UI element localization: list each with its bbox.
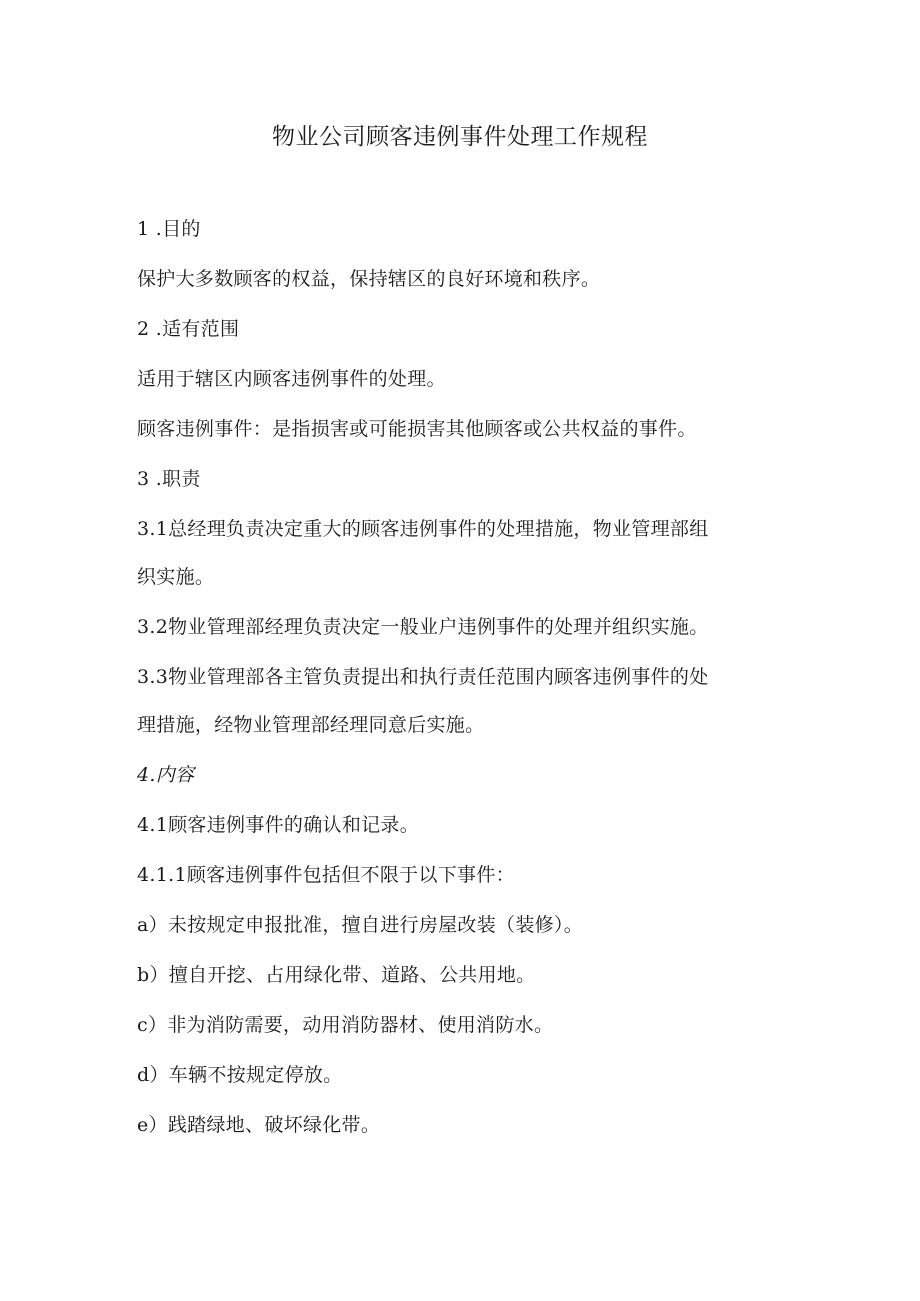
clause-3-1-continued: 织实施。 bbox=[137, 566, 215, 588]
paragraph-scope: 适用于辖区内顾客违例事件的处理。 bbox=[137, 368, 446, 390]
section-heading-responsibilities: 3 .职责 bbox=[137, 468, 201, 490]
paragraph-purpose: 保护大多数顾客的权益，保持辖区的良好环境和秩序。 bbox=[137, 268, 601, 290]
section-heading-purpose: 1 .目的 bbox=[137, 218, 201, 240]
clause-3-3: 3.3物业管理部各主管负责提出和执行责任范围内顾客违例事件的处 bbox=[137, 666, 709, 688]
paragraph-definition: 顾客违例事件：是指损害或可能损害其他顾客或公共权益的事件。 bbox=[137, 418, 697, 440]
clause-4-1-1: 4.1.1顾客违例事件包括但不限于以下事件： bbox=[137, 864, 515, 886]
list-item-e: e）践踏绿地、破坏绿化带。 bbox=[137, 1114, 381, 1136]
clause-3-1: 3.1总经理负责决定重大的顾客违例事件的处理措施，物业管理部组 bbox=[137, 518, 709, 540]
list-item-d: d）车辆不按规定停放。 bbox=[137, 1064, 343, 1086]
section-heading-content: 4.内容 bbox=[137, 764, 195, 786]
clause-3-2: 3.2物业管理部经理负责决定一般业户违例事件的处理并组织实施。 bbox=[137, 616, 709, 638]
list-item-c: c）非为消防需要，动用消防器材、使用消防水。 bbox=[137, 1014, 554, 1036]
clause-4-1: 4.1顾客违例事件的确认和记录。 bbox=[137, 814, 420, 836]
document-body bbox=[137, 210, 787, 1156]
list-item-b: b）擅自开挖、占用绿化带、道路、公共用地。 bbox=[137, 964, 536, 986]
list-item-a: a）未按规定申报批准，擅自进行房屋改装（装修）。 bbox=[137, 914, 584, 936]
clause-3-3-continued: 理措施，经物业管理部经理同意后实施。 bbox=[137, 714, 485, 736]
section-heading-scope: 2 .适有范围 bbox=[137, 318, 240, 340]
document-title: 物业公司顾客违例事件处理工作规程 bbox=[272, 124, 648, 150]
